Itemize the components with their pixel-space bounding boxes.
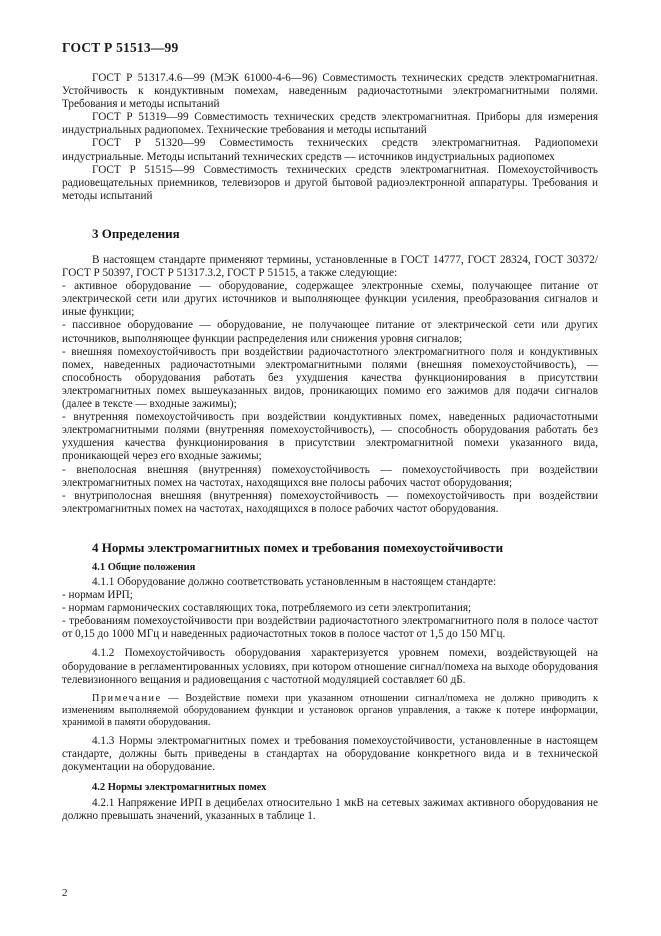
paragraph-4-1-3: 4.1.3 Нормы электромагнитных помех и требования помехоустойчивости, установленные в настоящем стандарте, должны быть приведены в стандартах на оборудование конкретного вида и в технической документации на оборудование. [62,734,598,773]
section-4-2-body [62,797,598,823]
references-block [62,72,598,203]
list-item: - нормам ИРП; [62,589,133,602]
paragraph-4-2-1: 4.2.1 Напряжение ИРП в децибелах относительно 1 мкВ на сетевых зажимах активного оборудования не должно превышать значений, указанных в таблице 1. [62,797,598,823]
paragraph-4-1-2: 4.1.2 Помехоустойчивость оборудования характеризуется уровнем помехи, воздействующей на оборудование в регламентированных условиях, при котором отношение сигнал/помеха на выходе оборудования телевизионного вещания и радиовещания с частотной модуляцией составляет 60 дБ. [62,647,598,686]
document-header: ГОСТ Р 51513—99 [62,40,179,55]
reference-paragraph: ГОСТ Р 51320—99 Совместимость технических средств электромагнитная. Радиопомехи индустриальные. Методы испытаний технических средств — источников индустриальных радиопомех [62,137,598,163]
definition-item: - внутриполосная внешняя (внутренняя) помехоустойчивость — помехоустойчивость при воздействии электромагнитных помех на частотах, находящихся в полосе рабочих частот оборудования. [62,489,598,515]
subsection-4-2-heading: 4.2 Нормы электромагнитных помех [92,782,267,793]
note-text: — Воздействие помехи при указанном отношении сигнал/помеха не должно приводить к изменениям выполняемой оборудованием функции и установок органов управления, а также к потере информации, хранимой в памяти оборудования. [62,692,598,728]
note [62,693,598,729]
paragraph-4-1-1: 4.1.1 Оборудование должно соответствовать установленным в настоящем стандарте: [92,576,497,588]
section-3-body [62,254,598,516]
definition-item: - внутренняя помехоустойчивость при воздействии кондуктивных помех, наведенных радиочастотными электромагнитными полями (внутренняя помехоустойчивость), — способность оборудования работать без ухудшения качества функционирования в присутствии электромагнитной помехи указанного вида, проникающей через его входные зажимы; [62,411,598,463]
definition-item: - пассивное оборудование — оборудование, не получающее питание от электрической сети или других источников, выполняющее функции распределения или снижения уровня сигналов; [62,319,598,345]
definition-item: - активное оборудование — оборудование, содержащее электронные схемы, получающее питание от электрической сети или других источников и выполняющее функции усиления, преобразования сигналов и иные функции; [62,280,598,319]
reference-paragraph: ГОСТ Р 51515—99 Совместимость технических средств электромагнитная. Помехоустойчивость радиовещательных приемников, телевизоров и другой бытовой радиоэлектронной аппаратуры. Требования и методы испытаний [62,163,598,202]
section-4-1-body [62,576,598,774]
definitions-intro: В настоящем стандарте применяют термины, установленные в ГОСТ 14777, ГОСТ 28324, ГОСТ 30372/ГОСТ Р 50397, ГОСТ Р 51317.3.2, ГОСТ Р 51515, а также следующие: [62,254,598,280]
definition-item: - внеполосная внешняя (внутренняя) помехоустойчивость — помехоустойчивость при воздействии электромагнитных помех на частотах, находящихся вне полосы рабочих частот оборудования; [62,463,598,489]
section-4-heading: 4 Нормы электромагнитных помех и требования помехоустойчивости [92,540,504,555]
reference-paragraph: ГОСТ Р 51319—99 Совместимость технических средств электромагнитная. Приборы для измерения индустриальных радиопомех. Технические требования и методы испытаний [62,111,598,137]
list-item: - нормам гармонических составляющих тока, потребляемого из сети электропитания; [62,602,472,615]
section-3-heading: 3 Определения [92,226,180,241]
reference-paragraph: ГОСТ Р 51317.4.6—99 (МЭК 61000-4-6—96) Совместимость технических средств электромагнитная. Устойчивость к кондуктивным помехам, наведенным радиочастотными электромагнитными полями. Требования и методы испытаний [62,72,598,111]
subsection-4-1-heading: 4.1 Общие положения [92,562,196,573]
page-number: 2 [62,887,68,899]
definition-item: - внешняя помехоустойчивость при воздействии радиочастотного электромагнитного поля и кондуктивных помех, наведенных радиочастотными электромагнитными полями (внешняя помехоустойчивость), — способность оборудования работать без ухудшения качества функционирования в присутствии электромагнитных помех вышеуказанных видов, проникающих помимо его зажимов для подачи сигналов (далее в тексте — входные зажимы); [62,345,598,411]
note-label: Примечание [92,692,162,704]
list-item: - требованиям помехоустойчивости при воздействии радиочастотного электромагнитного поля в полосе частот от 0,15 до 1000 МГц и наведенных радиочастотных токов в полосе частот от 1,5 до 150 МГц. [62,615,598,641]
